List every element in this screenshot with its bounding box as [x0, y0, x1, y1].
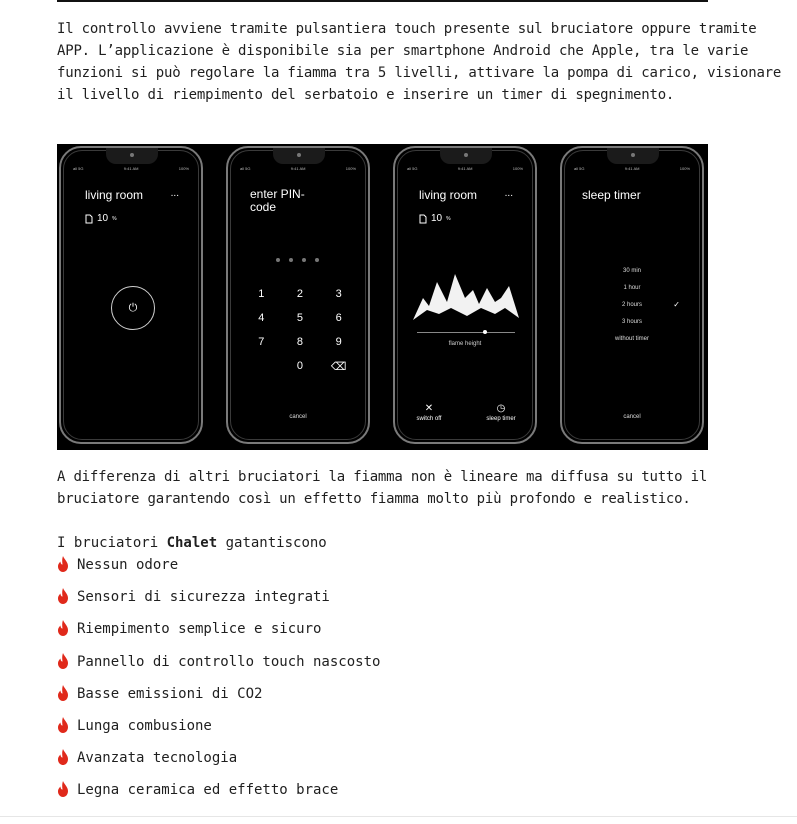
pin-title: enter PIN-code [250, 187, 305, 214]
timer-option: 2 hours ✓ [621, 300, 680, 309]
cancel-label: cancel [289, 414, 307, 420]
slider-label: flame height [448, 341, 482, 347]
timer-option: 3 hours [621, 319, 642, 325]
flame-icon [57, 749, 69, 765]
feature-label: Sensori di sicurezza integrati [77, 589, 330, 606]
feature-item [57, 618, 380, 650]
room-title: living room [85, 188, 144, 202]
checkmark-icon: ✓ [673, 300, 680, 309]
feature-label: Legna ceramica ed effetto brace [77, 782, 339, 799]
feature-label: Lunga combusione [77, 717, 212, 734]
switch-off: ✕ switch off [409, 403, 449, 422]
more-icon: ... [170, 188, 179, 199]
keypad [242, 288, 358, 373]
feature-item [57, 683, 380, 715]
flame-height-slider [417, 332, 515, 333]
tank-icon [419, 214, 427, 224]
feature-item [57, 779, 380, 811]
timer-option: 30 min [622, 268, 641, 274]
fuel-level: 10 % [419, 213, 451, 224]
feature-label: Avanzata tecnologia [77, 750, 238, 767]
room-title: living room [419, 188, 478, 202]
top-divider [57, 0, 708, 2]
flame-icon [57, 588, 69, 604]
flame-icon [57, 685, 69, 701]
features-intro: I bruciatori Chalet gatantiscono [57, 535, 327, 551]
phone-flame-screen: all 5G 9:41 AM 100% living room ... 10 % flame height ✕ switch off ◷ sleep timer [393, 146, 537, 444]
phone-timer-screen: all 5G 9:41 AM 100% sleep timer 30 min 1 hour 2 hours ✓ 3 hours without timer cancel [560, 146, 704, 444]
close-icon: ✕ [424, 403, 434, 414]
key-9: 9 [335, 336, 342, 348]
feature-item [57, 715, 380, 747]
key-6: 6 [335, 312, 342, 324]
key-8: 8 [296, 336, 304, 348]
pin-dots [276, 258, 319, 262]
key-3: 3 [335, 288, 342, 300]
app-screens-image [57, 144, 708, 450]
feature-list [57, 554, 380, 812]
key-4: 4 [258, 312, 265, 324]
feature-item [57, 586, 380, 618]
key-5: 5 [296, 312, 304, 324]
feature-item [57, 651, 380, 683]
feature-item [57, 554, 380, 586]
flame-icon [57, 653, 69, 669]
key-0: 0 [296, 360, 304, 372]
feature-item [57, 747, 380, 779]
more-icon: ... [504, 188, 513, 199]
timer-options [562, 268, 702, 353]
brand-name: Chalet [166, 535, 218, 551]
phone-pin-screen: all 5G 9:41 AM 100% enter PIN-code 1 2 3 4 5 6 7 8 9 0 ⌫ cancel [226, 146, 370, 444]
sleep-timer: ◷ sleep timer [481, 403, 521, 422]
bottom-divider [0, 816, 797, 817]
timer-title: sleep timer [582, 188, 641, 202]
timer-option: 1 hour [623, 285, 641, 291]
flame-icon [57, 717, 69, 733]
feature-label: Riempimento semplice e sicuro [77, 621, 322, 638]
feature-label: Nessun odore [77, 557, 179, 573]
tank-icon [85, 214, 93, 224]
flame-icon [57, 620, 69, 636]
intro-paragraph: Il controllo avviene tramite pulsantiera touch presente sul bruciatore oppure tramite APP. L’applicazione è disponibile sia per smartphone Android che Apple, tra le varie funzioni si può regolare la fiamma tra 5 livelli, attivare la pompa di carico, visionare il livello di riempimento del serbatoio e inserire un timer di spegnimento. [57, 21, 782, 103]
keypad-blank [242, 360, 281, 373]
description-paragraph: A differenza di altri bruciatori la fiamma non è lineare ma diffusa su tutto il bruciatore garantendo così un effetto fiamma molto più profondo e realistico. [57, 469, 708, 507]
flame-graphic [409, 268, 525, 324]
phone-home-screen: all 5G 9:41 AM 100% living room ... 10 % ⏻ [59, 146, 203, 444]
fuel-level: 10 % [85, 213, 117, 224]
key-7: 7 [258, 336, 265, 348]
backspace-icon: ⌫ [330, 361, 347, 373]
stopwatch-icon: ◷ [496, 403, 506, 414]
cancel-label: cancel [623, 414, 641, 420]
feature-label: Basse emissioni di CO2 [77, 685, 263, 702]
power-icon: ⏻ [111, 286, 155, 330]
timer-option: without timer [614, 336, 649, 342]
key-2: 2 [296, 288, 304, 300]
feature-label: Pannello di controllo touch nascosto [77, 653, 381, 670]
key-1: 1 [258, 288, 265, 300]
flame-icon [57, 556, 69, 572]
flame-icon [57, 781, 69, 797]
